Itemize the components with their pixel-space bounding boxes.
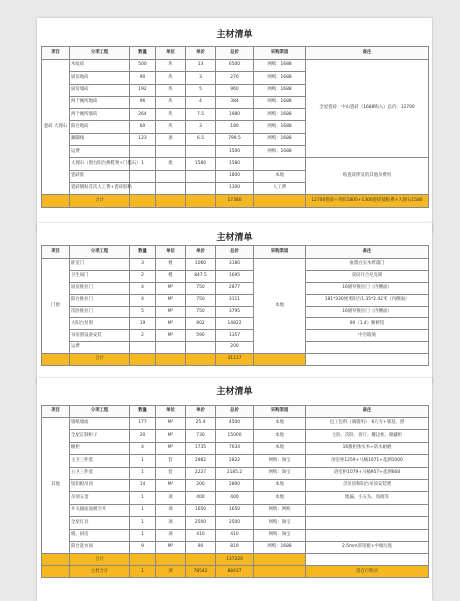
table-row [42,294,429,306]
price-cell: 2227 [186,467,216,479]
channel-cell: 本地 [254,492,306,504]
column-header: 总价 [216,406,254,418]
price-cell: 3 [186,72,216,84]
qty-cell: 4 [130,294,156,306]
total-cell: 2822 [216,455,254,467]
table-row [42,517,429,529]
total-cell: 1300 [216,182,254,194]
price-cell: 1060 [186,259,216,271]
item-cell: 卧室门 [70,259,130,271]
price-cell: 6.5 [186,133,216,145]
note-cell: 包工包料（满墙用）：6万方+墙基、窗 [306,418,429,430]
channel-cell: 本地 [254,430,306,442]
unit-cell: 块 [156,96,186,108]
price-cell: 1735 [186,442,216,454]
grand-unit: 项 [156,566,186,578]
column-header: 单价 [186,47,216,60]
unit-cell [156,342,186,354]
column-header: 总价 [216,246,254,259]
table-row [42,418,429,430]
qty-cell: 1 [130,455,156,467]
item-cell: 开关插座面板空开 [70,504,130,516]
column-header: 数量 [130,47,156,60]
item-cell: 厨房推拉门 [70,282,130,294]
qty-cell: 9 [130,541,156,553]
channel-cell: 本地 [254,259,306,354]
unit-cell: 块 [156,60,186,72]
channel-cell: 网购：1688 [254,109,306,121]
qty-cell: 4 [130,282,156,294]
qty-cell: 60 [130,121,156,133]
total-cell: 400 [216,492,254,504]
unit-cell: 块 [156,72,186,84]
price-cell: 200 [186,479,216,491]
item-cell: 全屋灯具 [70,517,130,529]
table-row [42,306,429,318]
blank-cell [42,554,70,566]
note-cell: 中空玻璃 [306,330,429,342]
blank-cell [306,354,429,366]
price-cell [186,146,216,158]
blank-cell [186,554,216,566]
column-header: 单价 [186,246,216,259]
note-cell: 16极窄推拉门（内侧面） [306,282,429,294]
price-cell: 1580 [186,158,216,170]
total-cell: 1500 [216,146,254,158]
unit-cell: M² [156,318,186,330]
note-cell: 双向开合尼克锁 [306,270,429,282]
qty-cell: 1 [130,492,156,504]
total-cell: 1980 [216,109,254,121]
unit-cell: 块 [156,109,186,121]
qty-cell: 1 [130,517,156,529]
item-cell: 模、厨房 [70,529,130,541]
note-cell [306,342,429,354]
note-cell: 地漏、小五头、角阀等 [306,492,429,504]
column-header: 数量 [130,246,156,259]
grand-price: 78542 [186,566,216,578]
column-header: 项目 [42,47,70,60]
total-cell: 270 [216,72,254,84]
blank-cell [130,354,156,366]
price-cell: 730 [186,430,216,442]
price-cell: 750 [186,306,216,318]
qty-cell: 1 [130,467,156,479]
channel-cell: 本地 [254,418,306,430]
category-cell: 瓷砖 大理石 [42,60,70,195]
table-row [42,467,429,479]
column-header: 单价 [186,406,216,418]
table-row [42,318,429,330]
note-cell: 浴室柜1079+马桶957+花洒668 [306,467,429,479]
total-cell: 15000 [216,430,254,442]
item-cell: 墙纸墙面 [70,418,130,430]
unit-cell: M² [156,306,186,318]
price-cell [186,170,216,182]
qty-cell: 19 [130,318,156,330]
note-cell: 贴瓷砖涉及的其他杂费用 [306,158,429,195]
item-cell: 两个厕所地砖 [70,96,130,108]
unit-cell: 批 [156,158,186,170]
table-row [42,492,429,504]
category-cell: 门窗 [42,259,70,354]
qty-cell: 500 [130,60,156,72]
item-cell: 阳台洗衣间 [70,541,130,553]
qty-cell: 14 [130,479,156,491]
note-cell [306,517,429,529]
qty-cell [130,146,156,158]
item-cell: 运费 [70,342,130,354]
item-cell: 次卧推拉门 [70,306,130,318]
blank-cell [186,354,216,366]
table-row [42,330,429,342]
table-row [42,60,429,72]
column-header: 采购渠道 [254,406,306,418]
unit-cell: M² [156,479,186,491]
total-cell: 960 [216,84,254,96]
qty-cell [130,182,156,194]
channel-cell [254,158,306,170]
sheet-title: 主材清单 [216,387,253,397]
unit-cell: M² [156,442,186,454]
blank-cell [130,195,156,208]
item-cell: 阳台推拉门 [70,294,130,306]
item-cell: 铝扣板吊顶 [70,479,130,491]
total-cell: 1357 [216,330,254,342]
channel-cell: 网购：淘宝 [254,517,306,529]
blank-cell [254,195,306,208]
column-header: 采购渠道 [254,246,306,259]
price-cell: 1650 [186,504,216,516]
note-cell: 90（1.4）断桥铝 [306,318,429,330]
sheet-title: 主材清单 [216,233,253,243]
column-header: 分项工程 [70,246,130,259]
grand-total-label: 主材合计 [70,566,130,578]
total-cell: 6500 [216,60,254,72]
qty-cell: 20 [130,430,156,442]
note-cell: 浴室柜1259+马桶1071+花洒1000 [306,455,429,467]
channel-cell: 网购：1688 [254,133,306,145]
materials-table [41,405,429,578]
column-header: 单位 [156,406,186,418]
qty-cell: 5 [130,306,156,318]
sheet-others [37,378,432,601]
column-header: 单位 [156,246,186,259]
item-cell: 厨房墙砖 [70,84,130,96]
item-cell: 两个厕所墙砖 [70,109,130,121]
note-cell [306,529,429,541]
price-cell: 4 [186,96,216,108]
table-row [42,282,429,294]
total-cell: 2185.2 [216,467,254,479]
column-header: 数量 [130,406,156,418]
item-cell: 全屋定制柜子 [70,430,130,442]
unit-cell: 项 [156,529,186,541]
total-cell: 819 [216,541,254,553]
materials-table [41,245,429,366]
qty-cell: 192 [130,84,156,96]
unit-cell: 块 [156,84,186,96]
grand-note: 需自行购买 [306,566,429,578]
price-cell: 2500 [186,517,216,529]
qty-cell: 2 [130,330,156,342]
total-cell: 2500 [216,517,254,529]
item-cell: 踢脚线 [70,133,130,145]
price-cell: 2882 [186,455,216,467]
total-cell: 384 [216,96,254,108]
total-cell: 3795 [216,306,254,318]
blank-cell [42,566,70,578]
channel-cell: 网购：1688 [254,121,306,133]
total-cell: 7634 [216,442,254,454]
channel-cell: 本地 [254,170,306,182]
item-cell: 大阳台封窗 [70,318,130,330]
table-row [42,554,429,566]
table-header-row [42,406,429,418]
sheet-tiles [37,18,432,233]
note-cell: 豪派白实木烤漆门 [306,259,429,271]
item-cell: 瓷砖铺贴首次人工费+瓷砖胶粘 [70,182,130,194]
item-cell: 阳台地砖 [70,121,130,133]
column-header: 项目 [42,406,70,418]
sheet-title: 主材清单 [216,30,253,40]
table-row [42,354,429,366]
price-cell: 590 [186,330,216,342]
total-label: 合计 [70,195,130,208]
item-cell: 橱柜 [70,442,130,454]
total-note: 12700瓷砖+背胶1800+1300瓷砖铺贴费+大理石1580 [306,195,429,208]
qty-cell: 1 [130,504,156,516]
total-label: 合计 [70,554,130,566]
item-cell: 书房窗设备安装 [70,330,130,342]
unit-cell: 项 [156,504,186,516]
column-header: 备注 [306,47,429,60]
unit-cell [156,170,186,182]
price-cell [186,182,216,194]
qty-cell: 264 [130,109,156,121]
qty-cell: 3 [130,259,156,271]
table-header-row [42,47,429,60]
table-row [42,455,429,467]
blank-cell [130,554,156,566]
qty-cell: 1 [130,158,156,170]
blank-cell [254,354,306,366]
total-cell: 410 [216,529,254,541]
note-cell: 含吊顶和阳台吊顶安装费 [306,479,429,491]
channel-cell: 网购：1688 [254,60,306,72]
total-value: 137220 [216,554,254,566]
qty-cell: 1 [130,529,156,541]
unit-cell: 项 [156,517,186,529]
note-cell [306,504,429,516]
materials-table [41,46,429,208]
table-row [42,342,429,354]
grand-total-value: 88437 [216,566,254,578]
price-cell: 5 [186,84,216,96]
table-row [42,195,429,208]
price-cell: 90 [186,541,216,553]
blank-cell [42,195,70,208]
note-cell: 16极窄推拉门（内侧面） [306,306,429,318]
column-header: 采购渠道 [254,47,306,60]
column-header: 单位 [156,47,186,60]
blank-cell [156,354,186,366]
blank-cell [156,554,186,566]
category-cell: 其他 [42,418,70,554]
table-row [42,430,429,442]
price-cell: 750 [186,294,216,306]
unit-cell: 樘 [156,270,186,282]
unit-cell: 樘 [156,259,186,271]
item-cell: 木纹砖 [70,60,130,72]
channel-cell: 网购：1688 [254,72,306,84]
total-cell: 180 [216,121,254,133]
sheet-doors-windows [37,223,432,384]
total-cell: 14822 [216,318,254,330]
column-header: 备注 [306,406,429,418]
price-cell: 25.4 [186,418,216,430]
item-cell: 大理石（窗台阳台换鞋凳+门槛石） [70,158,130,170]
item-cell: 杂项五金 [70,492,130,504]
grand-qty: 1 [130,566,156,578]
total-cell: 1695 [216,270,254,282]
price-cell: 750 [186,282,216,294]
unit-cell: 套 [156,455,186,467]
unit-cell: M² [156,282,186,294]
total-cell: 3180 [216,259,254,271]
total-cell: 1800 [216,170,254,182]
table-row [42,529,429,541]
item-cell: 运费 [70,146,130,158]
table-row [42,504,429,516]
qty-cell: 4 [130,442,156,454]
channel-cell: 网购：淘宝 [254,529,306,541]
channel-cell: 本地 [254,479,306,491]
price-cell: 802 [186,318,216,330]
column-header: 总价 [216,47,254,60]
channel-cell: 人工费 [254,182,306,194]
table-row [42,479,429,491]
channel-cell: 网购：1688 [254,96,306,108]
table-row [42,259,429,271]
price-cell: 13 [186,60,216,72]
blank-cell [306,554,429,566]
channel-cell: 网购：淘宝 [254,467,306,479]
table-header-row [42,246,429,259]
total-cell: 1650 [216,504,254,516]
channel-cell: 网购：网购 [254,504,306,516]
total-cell: 1580 [216,158,254,170]
total-cell: 799.5 [216,133,254,145]
channel-cell: 本地 [254,442,306,454]
total-cell: 200 [216,342,254,354]
item-cell: 瓷砖胶 [70,170,130,182]
column-header: 分项工程 [70,47,130,60]
unit-cell: 套 [156,467,186,479]
unit-cell [156,146,186,158]
blank-cell [156,195,186,208]
qty-cell: 96 [130,96,156,108]
unit-cell [156,182,186,194]
table-row [42,158,429,170]
item-cell: 厨房地砖 [70,72,130,84]
total-label: 合计 [70,354,130,366]
unit-cell: M² [156,430,186,442]
channel-cell: 网购：1688 [254,541,306,553]
channel-cell: 网购：淘宝 [254,455,306,467]
price-cell: 400 [186,492,216,504]
price-cell [186,342,216,354]
column-header: 项目 [42,246,70,259]
blank-cell [42,354,70,366]
table-row [42,566,429,578]
column-header: 备注 [306,246,429,259]
unit-cell: 项 [156,492,186,504]
note-cell: 2.5mm厚铝板+中端垃圾 [306,541,429,553]
channel-cell: 网购：1688 [254,84,306,96]
note-cell: 181*330厘米阳台1.35*2.42米（内侧面） [306,294,429,306]
item-cell: 公卫三件套 [70,467,130,479]
total-value: 17380 [216,195,254,208]
unit-cell: 条 [156,133,186,145]
note-cell: 16极柜体实木+防水耐磨 [306,442,429,454]
unit-cell: M² [156,418,186,430]
price-cell: 847.5 [186,270,216,282]
total-value: 31137 [216,354,254,366]
note-cell: 主卧、次卧、客厅、餐边柜、储藏柜 [306,430,429,442]
total-cell: 2877 [216,282,254,294]
unit-cell: M² [156,294,186,306]
table-row [42,442,429,454]
blank-cell [254,554,306,566]
qty-cell: 123 [130,133,156,145]
qty-cell: 177 [130,418,156,430]
total-cell: 2800 [216,479,254,491]
qty-cell [130,342,156,354]
price-cell: 410 [186,529,216,541]
qty-cell: 2 [130,270,156,282]
item-cell: 卫生间门 [70,270,130,282]
price-cell: 7.5 [186,109,216,121]
note-cell: 全屋瓷砖：中山瓷砖（1688购入）总价：12700 [306,60,429,158]
item-cell: 主卫三件套 [70,455,130,467]
channel-cell: 网购：1688 [254,146,306,158]
total-cell: 4500 [216,418,254,430]
price-cell: 3 [186,121,216,133]
unit-cell: M² [156,541,186,553]
table-row [42,541,429,553]
column-header: 分项工程 [70,406,130,418]
grand-channel [254,566,306,578]
total-cell: 3111 [216,294,254,306]
qty-cell: 90 [130,72,156,84]
unit-cell: 块 [156,121,186,133]
qty-cell [130,170,156,182]
unit-cell: M² [156,330,186,342]
table-row [42,270,429,282]
blank-cell [186,195,216,208]
